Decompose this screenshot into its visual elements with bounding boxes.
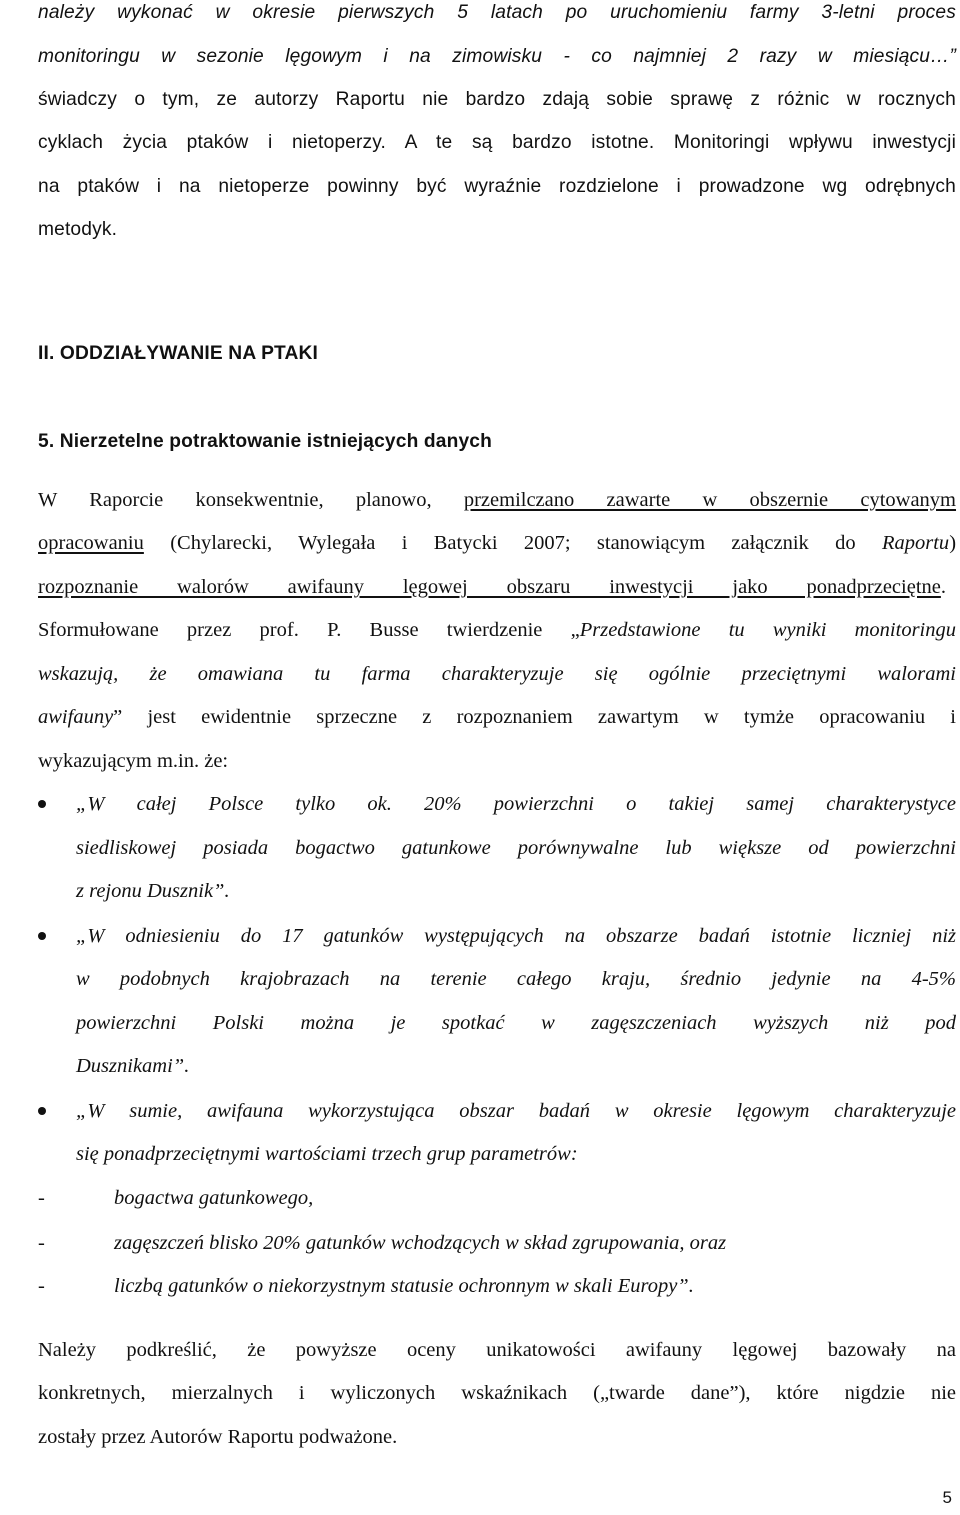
bullet-dot [38, 800, 46, 808]
bullet-1-line-3: z rejonu Dusznik”. [76, 880, 230, 902]
para1-line-6 [38, 705, 956, 729]
dash-item-1: bogactwa gatunkowego, [114, 1187, 314, 1209]
para1-line-4 [38, 618, 956, 642]
para1-line-2 [38, 531, 956, 555]
closing-line-3: zostały przez Autorów Raportu podważone. [38, 1426, 398, 1448]
dash-marker: - [38, 1275, 45, 1297]
para1-line-5: wskazują, że omawiana tu farma charakteryzuje się ogólnie przeciętnymi walorami [38, 663, 956, 685]
dash-item-3: liczbą gatunków o niekorzystnym statusie ochronnym w skali Europy”. [114, 1275, 694, 1297]
raport-italic: Raportu [881, 532, 950, 554]
intro-line-6: metodyk. [38, 219, 118, 240]
section-heading: II. ODDZIAŁYWANIE NA PTAKI [38, 343, 318, 364]
bullet-1-line-2: siedliskowej posiada bogactwo gatunkowe porównywalne lub większe od powierzchni [76, 837, 956, 859]
dash-marker: - [38, 1232, 45, 1254]
intro-line-2: monitoringu w sezonie lęgowym i na zimowisku - co najmniej 2 razy w miesiącu…” [38, 46, 956, 67]
dash-item-2: zagęszczeń blisko 20% gatunków wchodzących w skład zgrupowania, oraz [114, 1232, 727, 1254]
para1-text: (Chylarecki, Wylegała i Batycki 2007; stanowiącym załącznik do [170, 532, 856, 554]
para1-text: W Raporcie konsekwentnie, planowo, [38, 489, 432, 511]
underlined-text: rozpoznanie walorów awifauny lęgowej obszaru inwestycji jako ponadprzeciętne [38, 576, 941, 598]
quote-italic: awifauny [38, 706, 114, 728]
para1-line-1 [38, 488, 956, 512]
underlined-text: opracowaniu [38, 532, 144, 554]
intro-line-3: świadczy o tym, ze autorzy Raportu nie bardzo zdają sobie sprawę z różnic w rocznych [38, 89, 956, 110]
dash-marker: - [38, 1187, 45, 1209]
bullet-dot [38, 1107, 46, 1115]
bullet-3-line-1: „W sumie, awifauna wykorzystująca obszar badań w okresie lęgowym charakteryzuje [76, 1100, 956, 1122]
para1-line-7: wykazującym m.in. że: [38, 750, 229, 772]
para1-text: ” jest ewidentnie sprzeczne z rozpoznaniem zawartym w tymże opracowaniu i [113, 706, 956, 728]
page-number: 5 [942, 1488, 952, 1507]
closing-line-2: konkretnych, mierzalnych i wyliczonych wskaźnikach („twarde dane”), które nigdzie nie [38, 1382, 956, 1404]
subsection-heading: 5. Nierzetelne potraktowanie istniejących danych [38, 431, 492, 452]
bullet-2-line-4: Dusznikami”. [76, 1055, 190, 1077]
underlined-text: przemilczano zawarte w obszernie cytowanym [463, 489, 957, 511]
closing-line-1: Należy podkreślić, że powyższe oceny unikatowości awifauny lęgowej bazowały na [38, 1339, 956, 1361]
intro-line-1: należy wykonać w okresie pierwszych 5 latach po uruchomieniu farmy 3-letni proces [38, 2, 956, 23]
intro-line-4: cyklach życia ptaków i nietoperzy. A te są bardzo istotne. Monitoringi wpływu inwestycji [38, 132, 956, 153]
bullet-2-line-1: „W odniesieniu do 17 gatunków występujących na obszarze badań istotnie liczniej niż [76, 925, 956, 947]
intro-line-5: na ptaków i na nietoperze powinny być wyraźnie rozdzielone i prowadzone wg odrębnych [38, 176, 956, 197]
bullet-3-line-2: się ponadprzeciętnymi wartościami trzech grup parametrów: [76, 1143, 578, 1165]
para1-text: ) [949, 532, 957, 554]
para1-text: Sformułowane przez prof. P. Busse twierdzenie „ [38, 619, 580, 641]
para1-text: . [940, 576, 946, 598]
bullet-2-line-3: powierzchni Polski można je spotkać w zagęszczeniach wyższych niż pod [76, 1012, 956, 1034]
para1-line-3 [38, 575, 956, 599]
bullet-dot [38, 932, 46, 940]
quote-italic: Przedstawione tu wyniki monitoringu [579, 619, 956, 641]
bullet-1-line-1: „W całej Polsce tylko ok. 20% powierzchni o takiej samej charakterystyce [76, 793, 956, 815]
bullet-2-line-2: w podobnych krajobrazach na terenie całego kraju, średnio jedynie na 4-5% [76, 968, 956, 990]
